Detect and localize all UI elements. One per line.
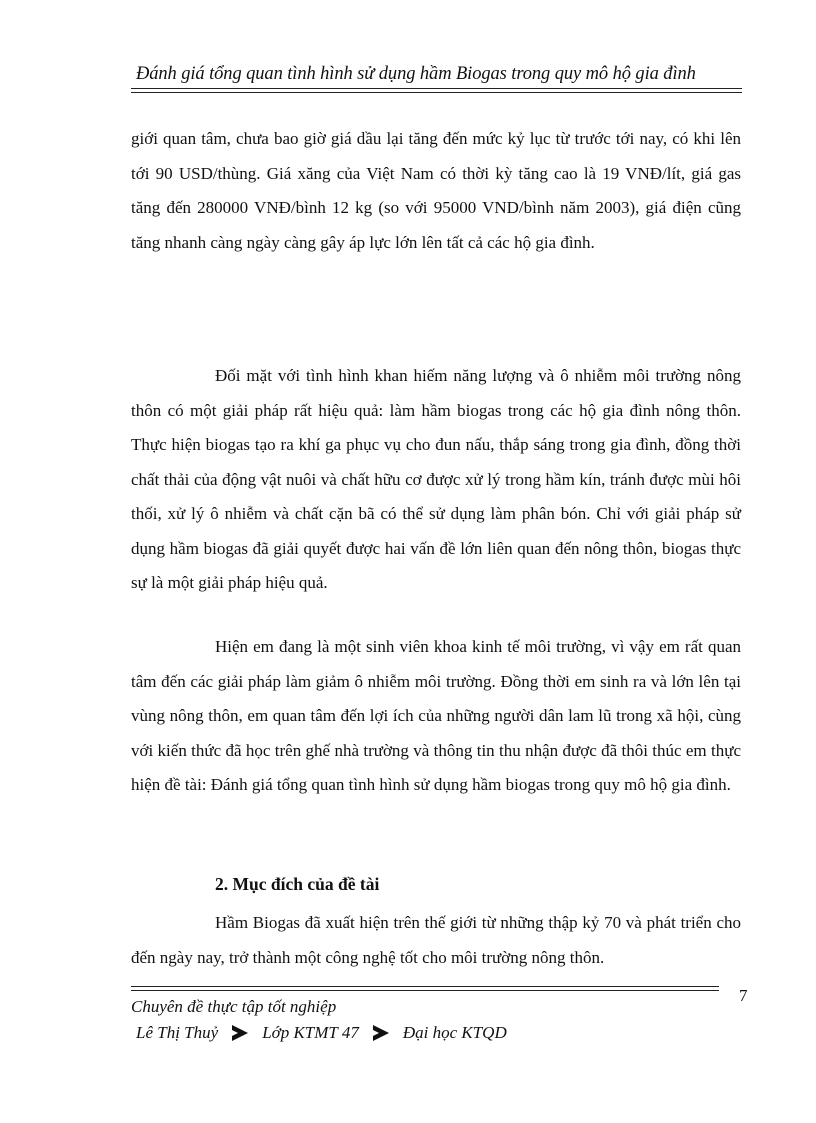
paragraph-2 (131, 359, 741, 601)
paragraph-1-text: giới quan tâm, chưa bao giờ giá dầu lại tăng đến mức kỷ lục từ trước tới nay, có khi lên tới 90 USD/thùng. Giá xăng của Việt Nam có thời kỳ tăng cao là 19 VNĐ/lít, giá gas tăng đến 280000 VNĐ/bình 12 kg (so với 95000 VND/bình năm 2003), giá điện cũng tăng nhanh càng ngày càng gây áp lực lớn lên tất cả các hộ gia đình. (131, 129, 741, 252)
arrow-right-icon (232, 1025, 248, 1041)
header-rule-bottom (131, 92, 742, 93)
footer-document-type: Chuyên đề thực tập tốt nghiệp (131, 997, 337, 1016)
footer-class: Lớp KTMT 47 (262, 1023, 359, 1042)
footer-school: Đại học KTQD (402, 1023, 507, 1042)
page-number: 7 (739, 986, 748, 1005)
header-title: Đánh giá tổng quan tình hình sử dụng hầm Biogas trong quy mô hộ gia đình (136, 64, 696, 84)
footer-credits (136, 1023, 507, 1043)
paragraph-3 (131, 630, 741, 803)
footer-rule-top (131, 986, 719, 987)
arrow-right-icon (373, 1025, 389, 1041)
header-rule-top (131, 88, 742, 89)
paragraph-1 (131, 122, 741, 260)
footer-author: Lê Thị Thuỷ (136, 1023, 219, 1042)
paragraph-3-text: Hiện em đang là một sinh viên khoa kinh tế môi trường, vì vậy em rất quan tâm đến các giải pháp làm giảm ô nhiễm môi trường. Đồng thời em sinh ra và lớn lên tại vùng nông thôn, em quan tâm đến lợi ích của những người dân lam lũ trong xã hội, cùng với kiến thức đã học trên ghế nhà trường và thông tin thu nhận được đã thôi thúc em thực hiện đề tài: Đánh giá tổng quan tình hình sử dụng hầm biogas trong quy mô hộ gia đình. (131, 637, 741, 794)
footer-rule-bottom (131, 990, 719, 991)
paragraph-4-text: Hầm Biogas đã xuất hiện trên thế giới từ những thập kỷ 70 và phát triển cho đến ngày nay, trở thành một công nghệ tốt cho môi trường nông thôn. (131, 913, 741, 967)
paragraph-4 (131, 906, 741, 975)
paragraph-2-text: Đối mặt với tình hình khan hiếm năng lượng và ô nhiễm môi trường nông thôn có một giải pháp rất hiệu quả: làm hầm biogas trong các hộ gia đình nông thôn. Thực hiện biogas tạo ra khí ga phục vụ cho đun nấu, thắp sáng trong gia đình, đồng thời chất thải của động vật nuôi và chất hữu cơ được xử lý trong hầm kín, tránh được mùi hôi thối, xử lý ô nhiễm và chất cặn bã có thể sử dụng làm phân bón. Chỉ với giải pháp sử dụng hầm biogas đã giải quyết được hai vấn đề lớn liên quan đến nông thôn, biogas thực sự là một giải pháp hiệu quả. (131, 366, 741, 592)
section-heading: 2. Mục đích của đề tài (215, 874, 380, 894)
